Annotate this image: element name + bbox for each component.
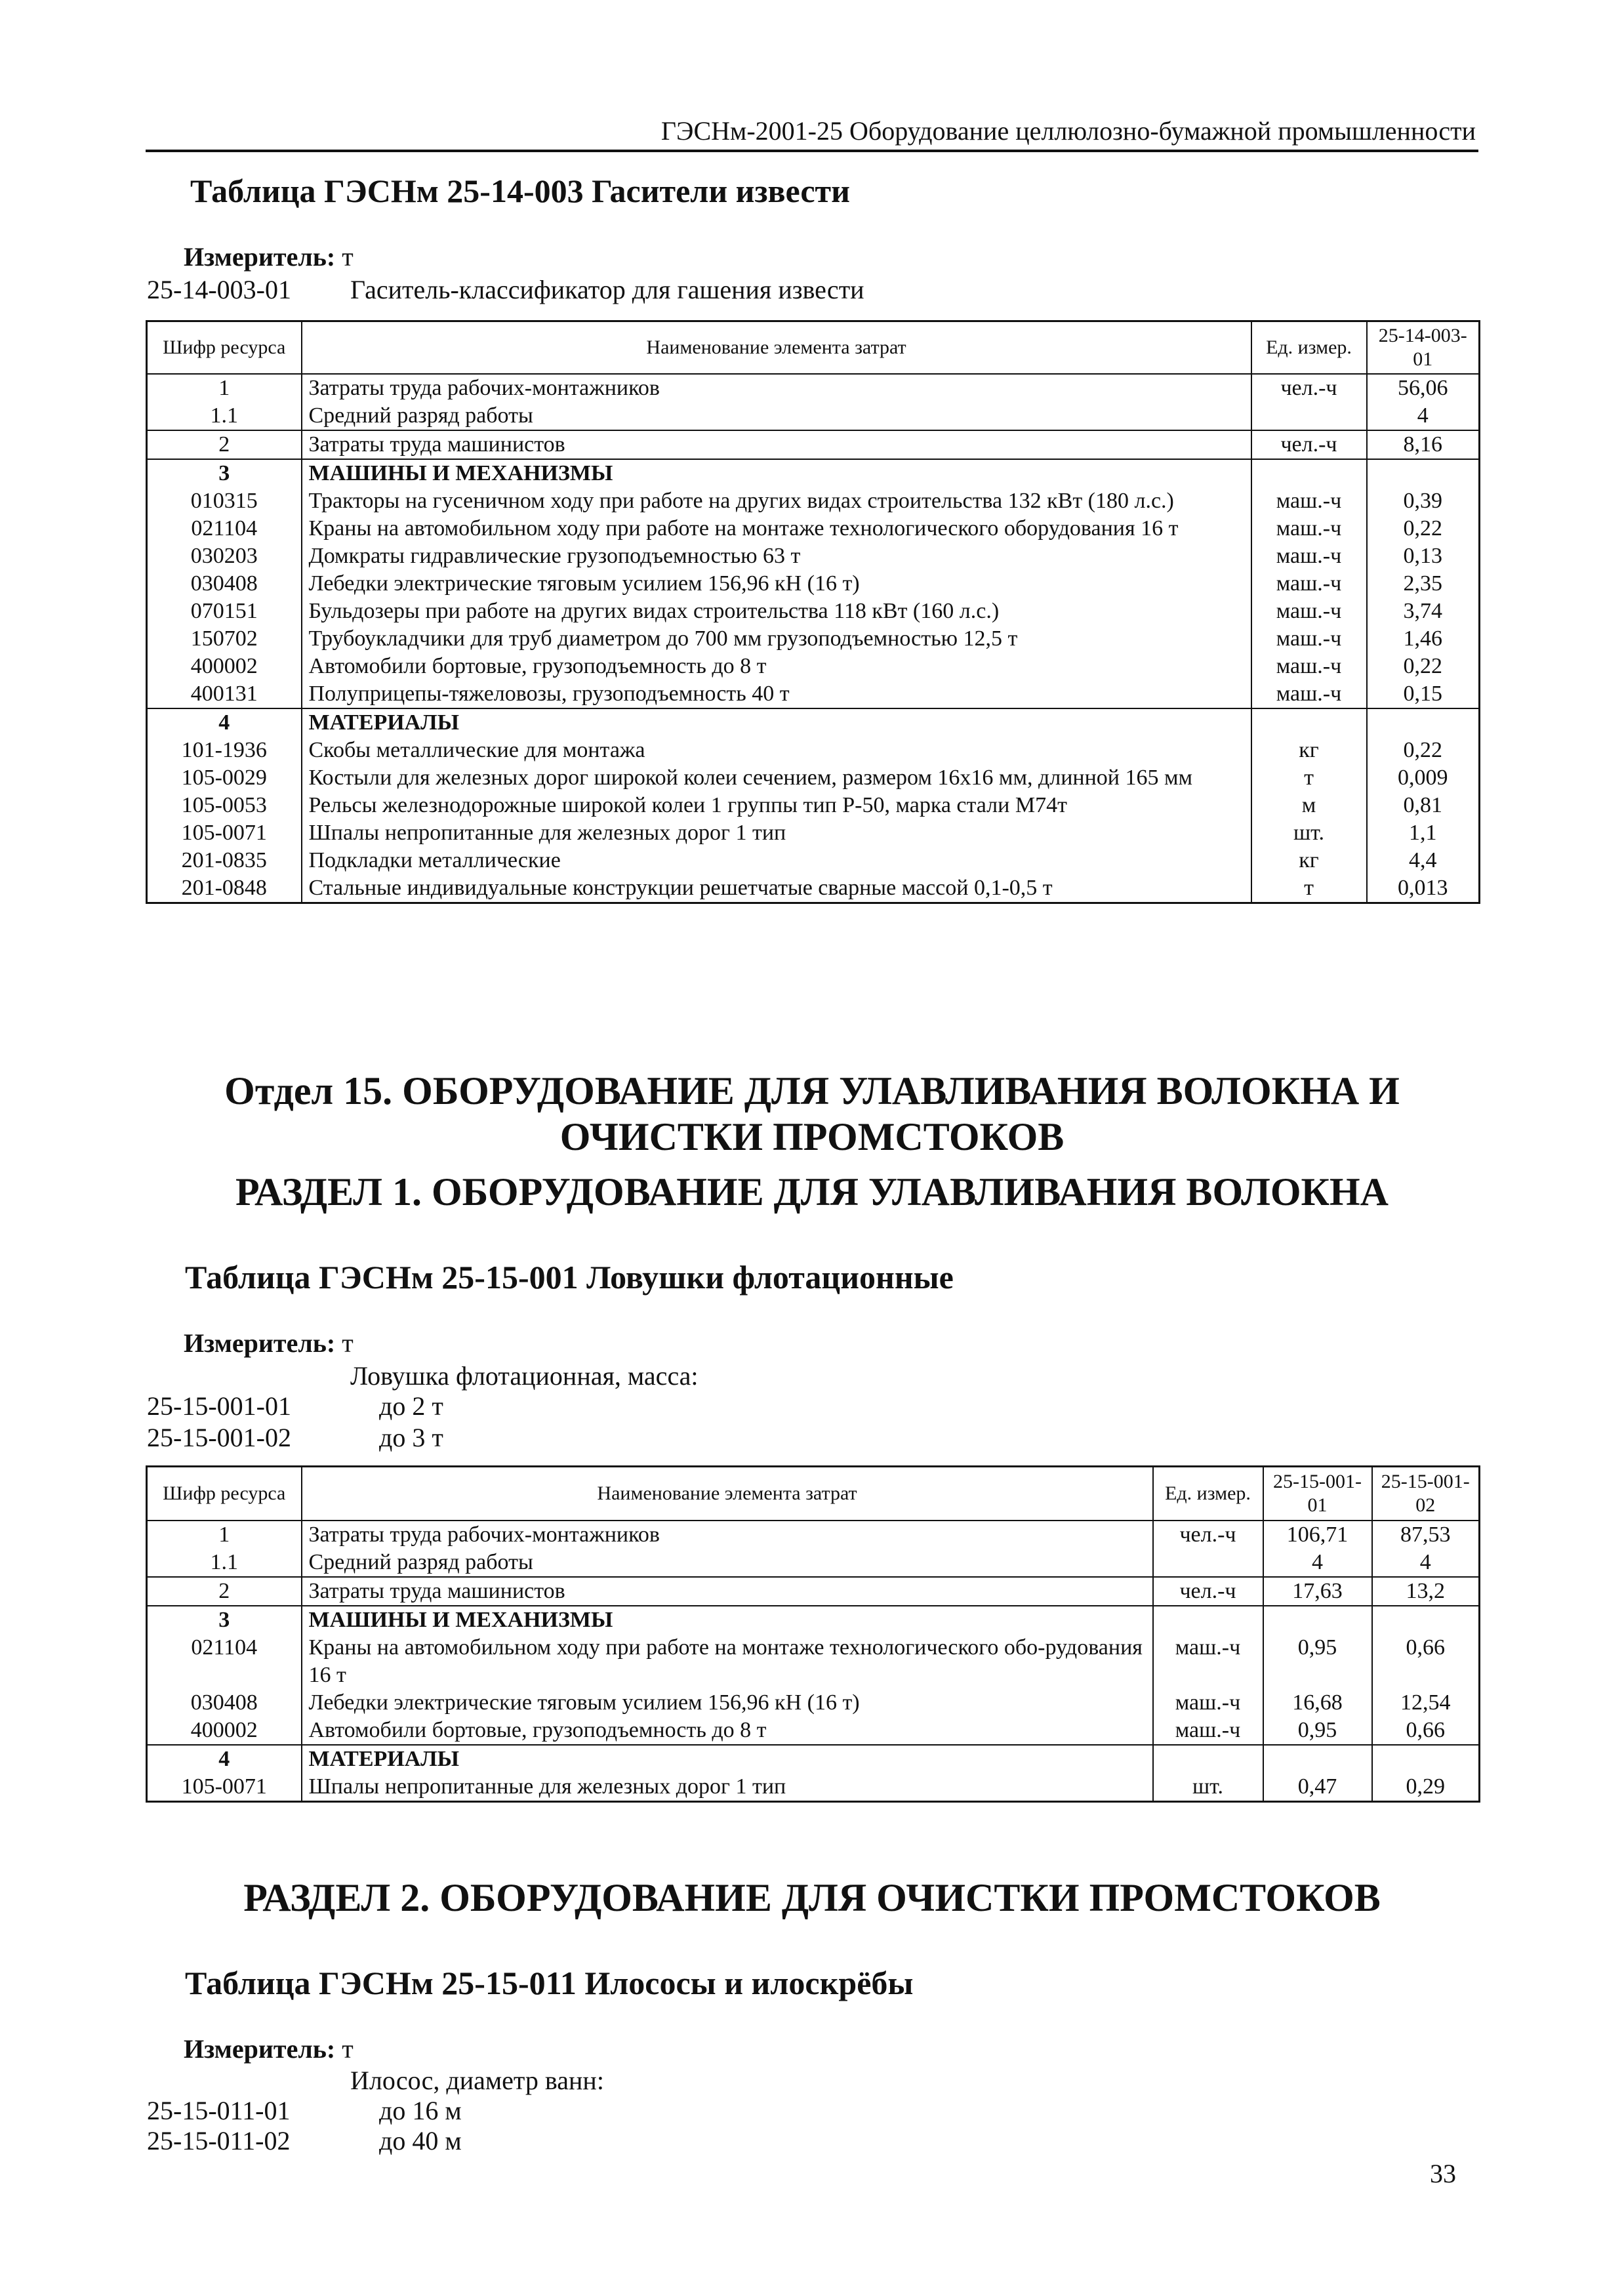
- resource-code: 101-1936: [147, 737, 302, 764]
- resource-name: Краны на автомобильном ходу при работе на монтаже технологического оборудования 16 т: [302, 515, 1251, 542]
- resource-unit: шт.: [1251, 819, 1367, 847]
- row-group: [147, 1577, 1480, 1606]
- table-row: [147, 402, 1480, 430]
- table3-item-name: до 16 м: [379, 2096, 462, 2125]
- resource-unit: т: [1251, 874, 1367, 903]
- resource-unit: [1153, 1606, 1263, 1634]
- resource-unit: чел.-ч: [1251, 430, 1367, 459]
- table1-item-code: 25-14-003-01: [147, 275, 291, 304]
- resource-code: 021104: [147, 1634, 302, 1689]
- resource-unit: маш.-ч: [1251, 515, 1367, 542]
- resource-value: 0,66: [1372, 1634, 1480, 1689]
- resource-name: Домкраты гидравлические грузоподъемностью 63 т: [302, 542, 1251, 570]
- resource-value: 8,16: [1367, 430, 1480, 459]
- resource-code: 1: [147, 1521, 302, 1549]
- resource-name: МАТЕРИАЛЫ: [302, 708, 1251, 737]
- table-row: [147, 737, 1480, 764]
- resource-name: Затраты труда машинистов: [302, 430, 1251, 459]
- resource-value: 0,22: [1367, 515, 1480, 542]
- resource-value: 4: [1367, 402, 1480, 430]
- table3-intro: Илосос, диаметр ванн:: [350, 2066, 604, 2095]
- resource-value: 0,39: [1367, 487, 1480, 515]
- table-row: [147, 1717, 1480, 1745]
- resource-value: [1367, 459, 1480, 487]
- row-group: [147, 1745, 1480, 1802]
- col-val1-header: 25-14-003-01: [1367, 321, 1480, 374]
- resource-code: 2: [147, 1577, 302, 1606]
- table-row: [147, 847, 1480, 874]
- table1-resources: [146, 320, 1480, 904]
- page-header: ГЭСНм-2001-25 Оборудование целлюлозно-бумажной промышленности: [660, 116, 1476, 146]
- resource-value: 3,74: [1367, 598, 1480, 625]
- table-row: [147, 680, 1480, 708]
- resource-name: Костыли для железных дорог широкой колеи сечением, размером 16х16 мм, длинной 165 мм: [302, 764, 1251, 792]
- resource-unit: [1251, 708, 1367, 737]
- measure-unit: т: [342, 2034, 354, 2064]
- resource-unit: маш.-ч: [1251, 542, 1367, 570]
- resource-value: 0,22: [1367, 653, 1480, 680]
- resource-value: 0,66: [1372, 1717, 1480, 1745]
- resource-value: 0,15: [1367, 680, 1480, 708]
- table-row: [147, 1689, 1480, 1717]
- resource-name: Средний разряд работы: [302, 1549, 1153, 1577]
- resource-value: 0,009: [1367, 764, 1480, 792]
- resource-unit: м: [1251, 792, 1367, 819]
- resource-name: Рельсы железнодорожные широкой колеи 1 группы тип Р-50, марка стали М74т: [302, 792, 1251, 819]
- table-row: [147, 1577, 1480, 1606]
- table1-measure: [184, 241, 354, 272]
- measure-unit: т: [342, 1328, 354, 1358]
- resource-code: 2: [147, 430, 302, 459]
- resource-unit: кг: [1251, 737, 1367, 764]
- resource-unit: чел.-ч: [1251, 374, 1367, 402]
- resource-code: 070151: [147, 598, 302, 625]
- resource-unit: [1251, 459, 1367, 487]
- table-row: [147, 625, 1480, 653]
- table-row: [147, 1773, 1480, 1802]
- resource-value: 1,46: [1367, 625, 1480, 653]
- table3-title: Таблица ГЭСНм 25-15-011 Илососы и илоскрёбы: [185, 1965, 914, 2001]
- table2-resources: [146, 1465, 1480, 1803]
- resource-name: Автомобили бортовые, грузоподъемность до 8 т: [302, 653, 1251, 680]
- section15-title: Отдел 15. ОБОРУДОВАНИЕ ДЛЯ УЛАВЛИВАНИЯ ВОЛОКНА И ОЧИСТКИ ПРОМСТОКОВ: [224, 1069, 1400, 1158]
- table-row: [147, 598, 1480, 625]
- resource-unit: чел.-ч: [1153, 1577, 1263, 1606]
- table2-item-code: 25-15-001-01: [147, 1391, 291, 1421]
- resource-name: Средний разряд работы: [302, 402, 1251, 430]
- resource-value: 1,1: [1367, 819, 1480, 847]
- resource-value: 0,013: [1367, 874, 1480, 903]
- measure-label: Измеритель:: [184, 1328, 336, 1358]
- resource-unit: маш.-ч: [1251, 598, 1367, 625]
- resource-name: МАТЕРИАЛЫ: [302, 1745, 1153, 1773]
- table3-item-name: до 40 м: [379, 2126, 462, 2155]
- resource-name: Затраты труда машинистов: [302, 1577, 1153, 1606]
- table-row: [147, 764, 1480, 792]
- table2-intro: Ловушка флотационная, масса:: [350, 1361, 699, 1391]
- resource-value: 4,4: [1367, 847, 1480, 874]
- resource-value: 56,06: [1367, 374, 1480, 402]
- resource-unit: маш.-ч: [1153, 1689, 1263, 1717]
- resource-code: 3: [147, 459, 302, 487]
- resource-name: Затраты труда рабочих-монтажников: [302, 374, 1251, 402]
- resource-unit: маш.-ч: [1251, 680, 1367, 708]
- table3-measure: [184, 2033, 354, 2064]
- table-row: [147, 515, 1480, 542]
- resource-unit: [1153, 1745, 1263, 1773]
- table-row: [147, 487, 1480, 515]
- col-code-header: Шифр ресурса: [147, 1467, 302, 1521]
- resource-value: 12,54: [1372, 1689, 1480, 1717]
- resource-code: 030203: [147, 542, 302, 570]
- resource-value: 13,2: [1372, 1577, 1480, 1606]
- resource-name: Затраты труда рабочих-монтажников: [302, 1521, 1153, 1549]
- resource-name: Скобы металлические для монтажа: [302, 737, 1251, 764]
- resource-name: Стальные индивидуальные конструкции решетчатые сварные массой 0,1-0,5 т: [302, 874, 1251, 903]
- resource-value: 87,53: [1372, 1521, 1480, 1549]
- row-group: [147, 708, 1480, 903]
- resource-value: [1263, 1745, 1372, 1773]
- resource-value: 4: [1372, 1549, 1480, 1577]
- resource-name: Лебедки электрические тяговым усилием 156,96 кН (16 т): [302, 570, 1251, 598]
- table-row: [147, 1521, 1480, 1549]
- table-row: [147, 1634, 1480, 1689]
- resource-value: 0,47: [1263, 1773, 1372, 1802]
- header-divider: [146, 150, 1478, 152]
- resource-value: [1372, 1606, 1480, 1634]
- row-group: [147, 1521, 1480, 1577]
- resource-unit: т: [1251, 764, 1367, 792]
- resource-code: 201-0848: [147, 874, 302, 903]
- table1-item-name: Гаситель-классификатор для гашения извести: [350, 275, 864, 304]
- col-name-header: Наименование элемента затрат: [302, 321, 1251, 374]
- resource-unit: маш.-ч: [1153, 1717, 1263, 1745]
- table2-item-code: 25-15-001-02: [147, 1423, 291, 1452]
- resource-unit: маш.-ч: [1251, 570, 1367, 598]
- table2-title: Таблица ГЭСНм 25-15-001 Ловушки флотационные: [185, 1259, 954, 1296]
- resource-code: 201-0835: [147, 847, 302, 874]
- resource-code: 1.1: [147, 402, 302, 430]
- resource-code: 400131: [147, 680, 302, 708]
- resource-value: 16,68: [1263, 1689, 1372, 1717]
- resource-code: 030408: [147, 1689, 302, 1717]
- resource-name: МАШИНЫ И МЕХАНИЗМЫ: [302, 459, 1251, 487]
- section15-part2-title: РАЗДЕЛ 2. ОБОРУДОВАНИЕ ДЛЯ ОЧИСТКИ ПРОМСТОКОВ: [243, 1876, 1381, 1919]
- measure-label: Измеритель:: [184, 2034, 336, 2064]
- col-code-header: Шифр ресурса: [147, 321, 302, 374]
- table3-item-code: 25-15-011-02: [147, 2126, 291, 2155]
- row-group: [147, 374, 1480, 430]
- resource-value: 2,35: [1367, 570, 1480, 598]
- resource-name: Трубоукладчики для труб диаметром до 700 мм грузоподъемностью 12,5 т: [302, 625, 1251, 653]
- table-row: [147, 874, 1480, 903]
- resource-unit: маш.-ч: [1153, 1634, 1263, 1689]
- table2-item-name: до 3 т: [379, 1423, 443, 1452]
- resource-value: [1372, 1745, 1480, 1773]
- resource-value: 0,13: [1367, 542, 1480, 570]
- table-row: [147, 570, 1480, 598]
- resource-name: Бульдозеры при работе на других видах строительства 118 кВт (160 л.с.): [302, 598, 1251, 625]
- resource-code: 021104: [147, 515, 302, 542]
- resource-unit: кг: [1251, 847, 1367, 874]
- col-unit-header: Ед. измер.: [1251, 321, 1367, 374]
- resource-value: 0,29: [1372, 1773, 1480, 1802]
- resource-name: Шпалы непропитанные для железных дорог 1 тип: [302, 819, 1251, 847]
- table-row: [147, 819, 1480, 847]
- resource-unit: шт.: [1153, 1773, 1263, 1802]
- measure-unit: т: [342, 242, 354, 272]
- resource-unit: маш.-ч: [1251, 653, 1367, 680]
- resource-unit: [1251, 402, 1367, 430]
- resource-value: 17,63: [1263, 1577, 1372, 1606]
- table-row: [147, 792, 1480, 819]
- resource-unit: [1153, 1549, 1263, 1577]
- resource-code: 105-0071: [147, 1773, 302, 1802]
- resource-code: 1: [147, 374, 302, 402]
- table-row: [147, 430, 1480, 459]
- resource-value: 0,81: [1367, 792, 1480, 819]
- table-row: [147, 653, 1480, 680]
- resource-code: 4: [147, 1745, 302, 1773]
- measure-label: Измеритель:: [184, 242, 336, 272]
- page-number: 33: [1430, 2159, 1456, 2188]
- table-row: [147, 1745, 1480, 1773]
- resource-value: [1263, 1606, 1372, 1634]
- resource-value: [1367, 708, 1480, 737]
- resource-code: 150702: [147, 625, 302, 653]
- col-val2-header: 25-15-001-02: [1372, 1467, 1480, 1521]
- resource-value: 0,95: [1263, 1717, 1372, 1745]
- resource-value: 0,95: [1263, 1634, 1372, 1689]
- table-row: [147, 374, 1480, 402]
- resource-unit: чел.-ч: [1153, 1521, 1263, 1549]
- row-group: [147, 459, 1480, 708]
- table-row: [147, 542, 1480, 570]
- resource-code: 105-0071: [147, 819, 302, 847]
- resource-name: Полуприцепы-тяжеловозы, грузоподъемность 40 т: [302, 680, 1251, 708]
- resource-code: 010315: [147, 487, 302, 515]
- table2-item-name: до 2 т: [379, 1391, 443, 1421]
- col-val1-header: 25-15-001-01: [1263, 1467, 1372, 1521]
- table1-title: Таблица ГЭСНм 25-14-003 Гасители извести: [190, 173, 850, 209]
- resource-name: Лебедки электрические тяговым усилием 156,96 кН (16 т): [302, 1689, 1153, 1717]
- resource-code: 105-0053: [147, 792, 302, 819]
- resource-name: Автомобили бортовые, грузоподъемность до 8 т: [302, 1717, 1153, 1745]
- table3-item-code: 25-15-011-01: [147, 2096, 291, 2125]
- row-group: [147, 1606, 1480, 1745]
- resource-unit: маш.-ч: [1251, 625, 1367, 653]
- resource-value: 106,71: [1263, 1521, 1372, 1549]
- resource-code: 400002: [147, 1717, 302, 1745]
- resource-code: 105-0029: [147, 764, 302, 792]
- resource-name: Краны на автомобильном ходу при работе на монтаже технологического обо-рудования 16 т: [302, 1634, 1153, 1689]
- resource-code: 3: [147, 1606, 302, 1634]
- resource-code: 030408: [147, 570, 302, 598]
- table-row: [147, 1606, 1480, 1634]
- resource-code: 1.1: [147, 1549, 302, 1577]
- col-name-header: Наименование элемента затрат: [302, 1467, 1153, 1521]
- table2-measure: [184, 1328, 354, 1358]
- resource-name: Шпалы непропитанные для железных дорог 1 тип: [302, 1773, 1153, 1802]
- section15-part1-title: РАЗДЕЛ 1. ОБОРУДОВАНИЕ ДЛЯ УЛАВЛИВАНИЯ ВОЛОКНА: [235, 1170, 1389, 1214]
- table-row: [147, 1549, 1480, 1577]
- resource-name: Подкладки металлические: [302, 847, 1251, 874]
- resource-value: 4: [1263, 1549, 1372, 1577]
- resource-unit: маш.-ч: [1251, 487, 1367, 515]
- col-unit-header: Ед. измер.: [1153, 1467, 1263, 1521]
- resource-code: 400002: [147, 653, 302, 680]
- table-row: [147, 459, 1480, 487]
- resource-name: МАШИНЫ И МЕХАНИЗМЫ: [302, 1606, 1153, 1634]
- row-group: [147, 430, 1480, 459]
- resource-value: 0,22: [1367, 737, 1480, 764]
- resource-name: Тракторы на гусеничном ходу при работе на других видах строительства 132 кВт (180 л.с.): [302, 487, 1251, 515]
- resource-code: 4: [147, 708, 302, 737]
- table-row: [147, 708, 1480, 737]
